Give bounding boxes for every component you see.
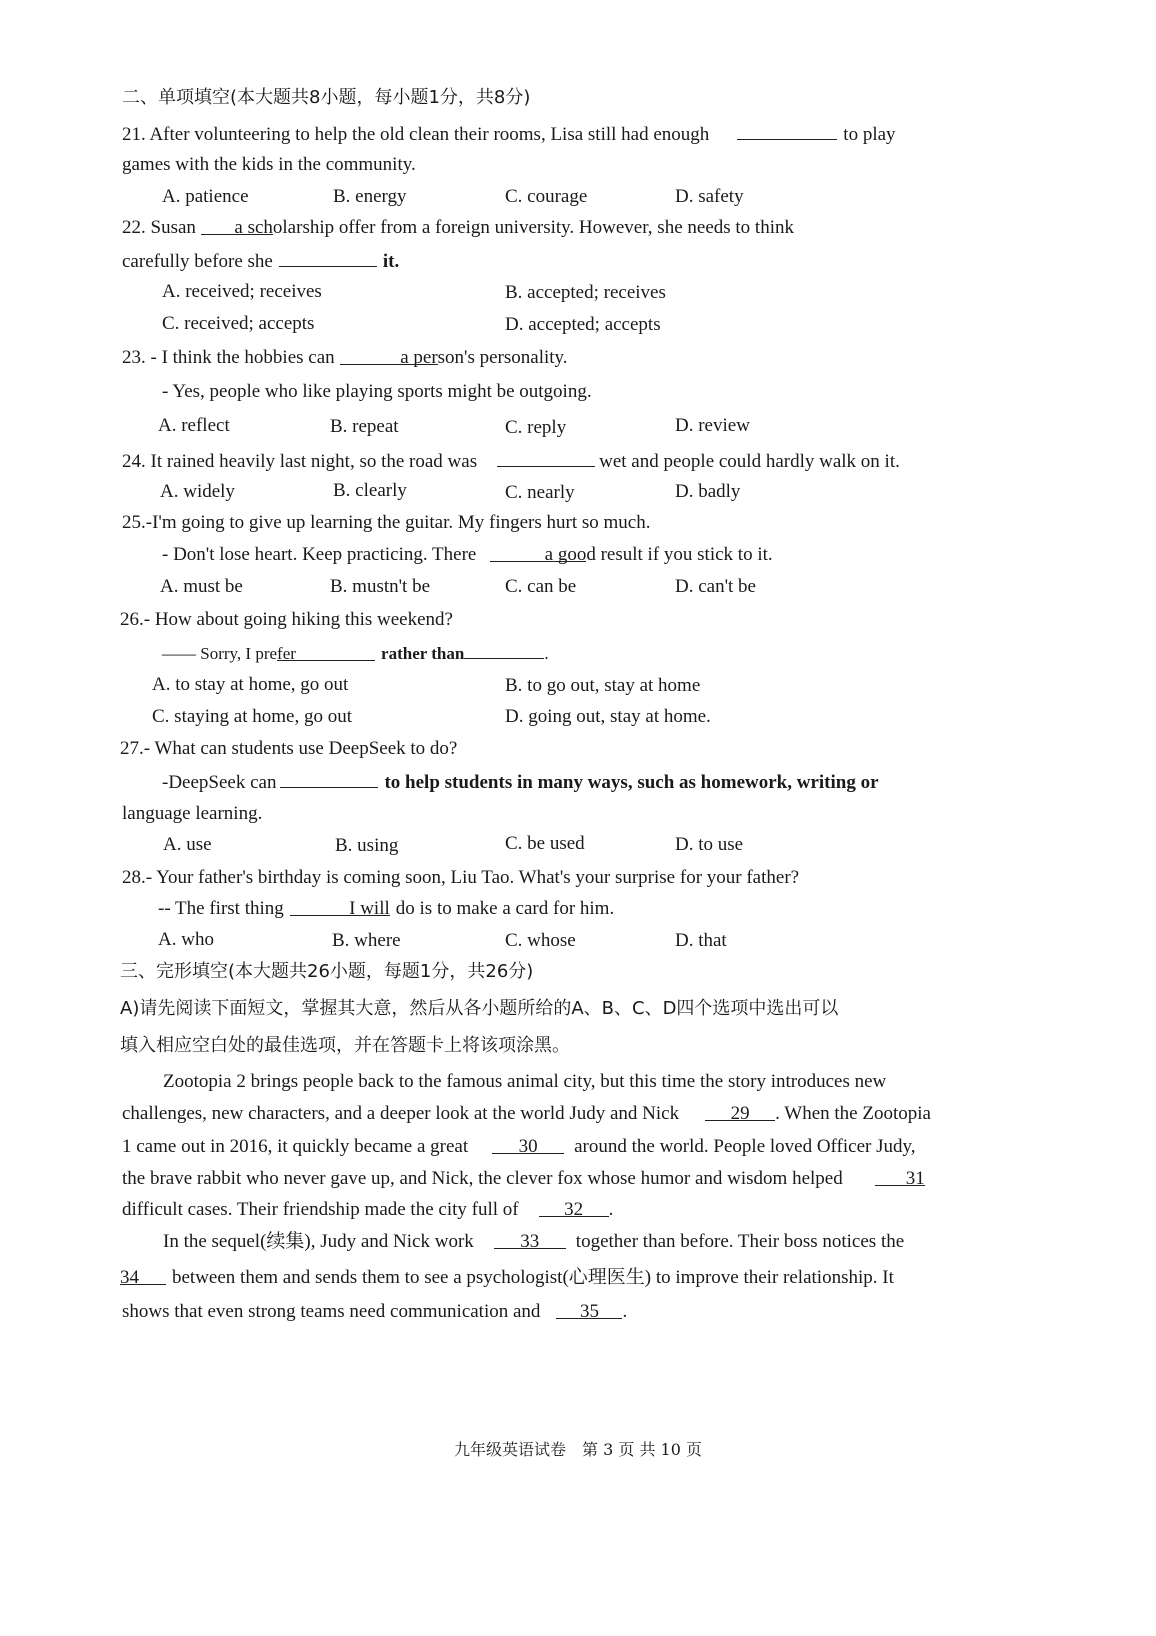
passage-line: In the sequel(续集), Judy and Nick work 33 together than before. Their boss notices the <box>163 1231 905 1252</box>
question-22-stem-cont: carefully before she it. <box>122 248 399 274</box>
option: A. patience <box>162 186 249 207</box>
cloze-blank-34: 34 <box>120 1266 166 1285</box>
answer-blank: a sch <box>201 216 273 235</box>
option: C. reply <box>505 417 567 438</box>
option: A. to stay at home, go out <box>152 674 349 695</box>
question-24-stem: 24. It rained heavily last night, so the road was wet and people could hardly walk on it. <box>122 448 900 474</box>
answer-blank <box>280 769 378 788</box>
question-28-stem: 28.- Your father's birthday is coming soon, Liu Tao. What's your surprise for your father? <box>122 867 800 888</box>
cloze-blank-30: 30 <box>492 1135 564 1154</box>
page-footer: 九年级英语试卷 第 3 页 共 10 页 <box>454 1440 702 1459</box>
question-28-answer: -- The first thing I will do is to make a card for him. <box>158 898 615 919</box>
option: C. can be <box>505 576 577 597</box>
question-27-stem: 27.- What can students use DeepSeek to do? <box>120 738 458 759</box>
answer-blank <box>737 121 837 140</box>
option: D. safety <box>675 186 744 207</box>
option: B. to go out, stay at home <box>505 675 701 696</box>
question-23-stem: 23. - I think the hobbies can a person's personality. <box>122 347 568 368</box>
option: C. be used <box>505 833 585 854</box>
option: B. using <box>335 835 399 856</box>
option: A. must be <box>160 576 243 597</box>
answer-blank <box>279 248 377 267</box>
question-26-answer: —— Sorry, I prefer rather than . <box>162 640 549 666</box>
option: B. where <box>332 930 401 951</box>
passage-line: 34 between them and sends them to see a psychologist(心理医生) to improve their relationship. It <box>120 1267 894 1288</box>
option: D. accepted; accepts <box>505 314 661 335</box>
cloze-blank-29: 29 <box>705 1102 775 1121</box>
option: C. nearly <box>505 482 575 503</box>
option: B. accepted; receives <box>505 282 666 303</box>
option: C. courage <box>505 186 588 207</box>
question-25-answer: - Don't lose heart. Keep practicing. There a good result if you stick to it. <box>162 544 773 565</box>
option: B. clearly <box>333 480 407 501</box>
option: D. to use <box>675 834 744 855</box>
question-21-stem: 21. After volunteering to help the old clean their rooms, Lisa still had enough to play <box>122 121 896 147</box>
answer-blank: fer <box>277 642 375 661</box>
option: C. staying at home, go out <box>152 706 353 727</box>
option: B. mustn't be <box>330 576 431 597</box>
cloze-blank-33: 33 <box>494 1230 566 1249</box>
section-instruction: 填入相应空白处的最佳选项，并在答题卡上将该项涂黑。 <box>120 1035 570 1056</box>
option: A. received; receives <box>162 281 322 302</box>
cloze-blank-31: 31 <box>875 1167 925 1186</box>
question-25-stem: 25.-I'm going to give up learning the guitar. My fingers hurt so much. <box>122 512 651 533</box>
option: D. can't be <box>675 576 756 597</box>
option: A. reflect <box>158 415 230 436</box>
passage-line: 1 came out in 2016, it quickly became a great 30 around the world. People loved Officer Judy, <box>122 1136 916 1157</box>
answer-blank <box>464 640 544 659</box>
passage-line: difficult cases. Their friendship made the city full of 32 . <box>122 1199 614 1220</box>
option: A. use <box>163 834 212 855</box>
option: C. whose <box>505 930 576 951</box>
question-27-answer: -DeepSeek can to help students in many ways, such as homework, writing or <box>162 769 879 795</box>
section-title: 二、单项填空(本大题共8小题，每小题1分，共8分) <box>122 87 531 108</box>
option: D. that <box>675 930 727 951</box>
question-23-answer: - Yes, people who like playing sports might be outgoing. <box>162 381 592 402</box>
passage-line: the brave rabbit who never gave up, and Nick, the clever fox whose humor and wisdom helped 31 <box>122 1168 925 1189</box>
cloze-blank-35: 35 <box>556 1300 622 1319</box>
option: D. going out, stay at home. <box>505 706 711 727</box>
question-22-stem: 22. Susan a scholarship offer from a foreign university. However, she needs to think <box>122 217 794 238</box>
option: A. who <box>158 929 214 950</box>
answer-blank: a per <box>340 346 438 365</box>
option: D. badly <box>675 481 741 502</box>
passage-line: challenges, new characters, and a deeper look at the world Judy and Nick 29 . When the Zootopia <box>122 1103 931 1124</box>
option: C. received; accepts <box>162 313 315 334</box>
section-instruction: A)请先阅读下面短文，掌握其大意，然后从各小题所给的A、B、C、D四个选项中选出可以 <box>120 998 839 1019</box>
answer-blank: I will <box>290 897 390 916</box>
option: D. review <box>675 415 750 436</box>
cloze-blank-32: 32 <box>539 1198 609 1217</box>
option: A. widely <box>160 481 235 502</box>
passage-line: shows that even strong teams need communication and 35 . <box>122 1301 628 1322</box>
answer-blank: a goo <box>490 543 586 562</box>
section-title: 三、完形填空(本大题共26小题，每题1分，共26分) <box>120 961 534 982</box>
option: B. energy <box>333 186 407 207</box>
question-21-stem-cont: games with the kids in the community. <box>122 154 416 175</box>
answer-blank <box>497 448 595 467</box>
question-26-stem: 26.- How about going hiking this weekend? <box>120 609 453 630</box>
question-27-answer-cont: language learning. <box>122 803 263 824</box>
option: B. repeat <box>330 416 399 437</box>
passage-line: Zootopia 2 brings people back to the famous animal city, but this time the story introduces new <box>163 1071 887 1092</box>
